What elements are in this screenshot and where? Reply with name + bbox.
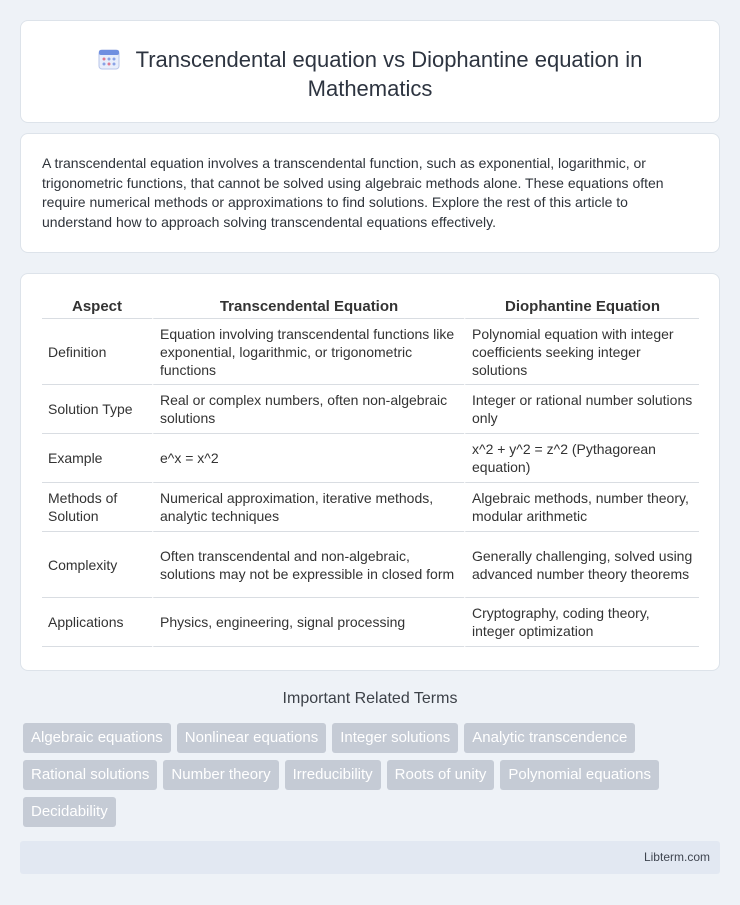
- tag-algebraic-equations[interactable]: Algebraic equations: [23, 723, 171, 753]
- table-cell-transcendental: e^x = x^2: [152, 434, 464, 483]
- table-row: [42, 385, 699, 434]
- table-cell-diophantine: Integer or rational number solutions only: [464, 385, 699, 434]
- table-row: [42, 598, 699, 647]
- table-row: [42, 483, 699, 532]
- footer: [20, 841, 720, 874]
- table-cell-aspect: Complexity: [42, 532, 152, 598]
- header-aspect: Aspect: [42, 296, 152, 319]
- tag-nonlinear-equations[interactable]: Nonlinear equations: [177, 723, 326, 753]
- intro-card: [20, 133, 720, 253]
- table-cell-aspect: Example: [42, 434, 152, 483]
- comparison-table: [42, 296, 699, 647]
- table-cell-transcendental: Physics, engineering, signal processing: [152, 598, 464, 647]
- table-cell-transcendental: Real or complex numbers, often non-algebraic solutions: [152, 385, 464, 434]
- table-header-row: [42, 296, 699, 319]
- tag-irreducibility[interactable]: Irreducibility: [285, 760, 381, 790]
- tag-decidability[interactable]: Decidability: [23, 797, 116, 827]
- table-cell-transcendental: Numerical approximation, iterative methods, analytic techniques: [152, 483, 464, 532]
- table-cell-transcendental: Equation involving transcendental functions like exponential, logarithmic, or trigonometric functions: [152, 319, 464, 385]
- tag-number-theory[interactable]: Number theory: [163, 760, 278, 790]
- related-tags: [23, 723, 713, 827]
- header-diophantine: Diophantine Equation: [464, 296, 699, 319]
- table-row: [42, 532, 699, 598]
- table-cell-aspect: Applications: [42, 598, 152, 647]
- table-cell-diophantine: Algebraic methods, number theory, modular arithmetic: [464, 483, 699, 532]
- table-cell-diophantine: Polynomial equation with integer coefficients seeking integer solutions: [464, 319, 699, 385]
- table-cell-diophantine: x^2 + y^2 = z^2 (Pythagorean equation): [464, 434, 699, 483]
- tag-roots-of-unity[interactable]: Roots of unity: [387, 760, 495, 790]
- comparison-card: [20, 273, 720, 671]
- header-transcendental: Transcendental Equation: [152, 296, 464, 319]
- calendar-grid-icon: [98, 48, 120, 70]
- table-row: [42, 319, 699, 385]
- footer-site-link[interactable]: Libterm.com: [643, 850, 710, 864]
- table-cell-transcendental: Often transcendental and non-algebraic, solutions may not be expressible in closed form: [152, 532, 464, 598]
- table-cell-diophantine: Cryptography, coding theory, integer optimization: [464, 598, 699, 647]
- related-terms-title: Important Related Terms: [282, 690, 458, 707]
- tag-rational-solutions[interactable]: Rational solutions: [23, 760, 157, 790]
- header-card: [20, 20, 720, 123]
- table-cell-diophantine: Generally challenging, solved using advanced number theory theorems: [464, 532, 699, 598]
- intro-paragraph: A transcendental equation involves a transcendental function, such as exponential, logarithmic, or trigonometric functions, that cannot be solved using algebraic methods alone. These equations often require numerical methods or approximations to find solutions. Explore the rest of this article to understand how to approach solving transcendental equations effectively.: [42, 155, 664, 230]
- page-title: Transcendental equation vs Diophantine equation in Mathematics: [135, 47, 643, 101]
- table-cell-aspect: Definition: [42, 319, 152, 385]
- tag-analytic-transcendence[interactable]: Analytic transcendence: [464, 723, 635, 753]
- tag-integer-solutions[interactable]: Integer solutions: [332, 723, 458, 753]
- tag-polynomial-equations[interactable]: Polynomial equations: [500, 760, 659, 790]
- table-row: [42, 434, 699, 483]
- table-cell-aspect: Solution Type: [42, 385, 152, 434]
- table-cell-aspect: Methods of Solution: [42, 483, 152, 532]
- page-title-wrap: [21, 45, 719, 103]
